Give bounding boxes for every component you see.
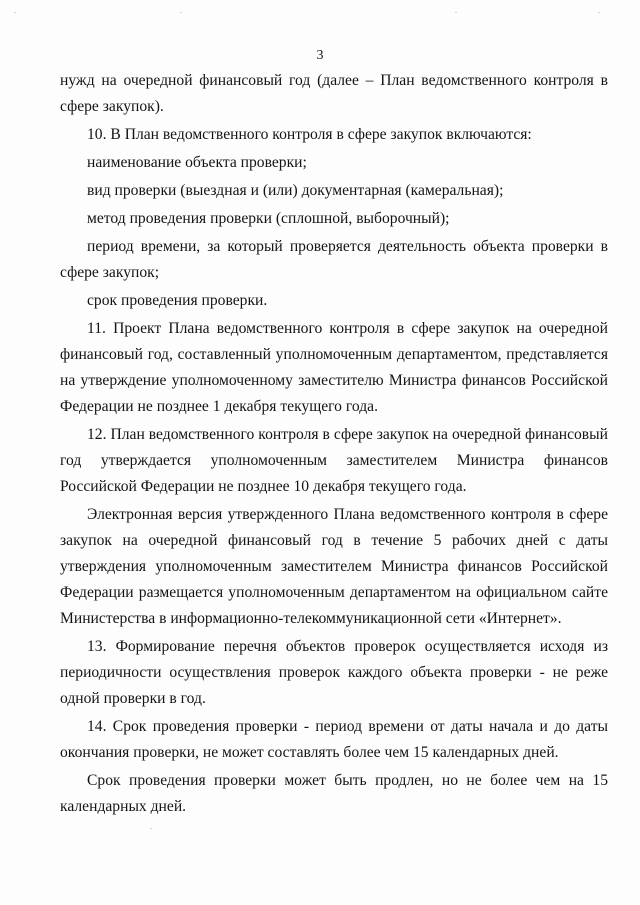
paragraph: 12. План ведомственного контроля в сфере закупок на очередной финансовый год утверждается уполномоченным заместителем Министра финансов Российской Федерации не позднее 10 декабря текущего года. [60, 426, 608, 495]
paragraph: вид проверки (выездная и (или) документарная (камеральная); [87, 182, 504, 199]
paragraph: Срок проведения проверки может быть продлен, но не более чем на 15 календарных дней. [60, 772, 608, 815]
paragraph: 10. В План ведомственного контроля в сфере закупок включаются: [87, 126, 532, 143]
scan-speck [150, 828, 152, 829]
paragraph: 13. Формирование перечня объектов проверок осуществляется исходя из периодичности осуществления проверок каждого объекта проверки - не реже одной проверки в год. [60, 638, 608, 707]
paragraph: метод проведения проверки (сплошной, выборочный); [87, 210, 450, 227]
paragraph: период времени, за который проверяется деятельность объекта проверки в сфере закупок; [60, 238, 608, 281]
paragraph: 11. Проект Плана ведомственного контроля в сфере закупок на очередной финансовый год, составленный уполномоченным департаментом, представляется на утверждение уполномоченному заместителю Министра финансов Российской Федерации не позднее 1 декабря текущего года. [60, 320, 608, 415]
document-body [60, 68, 608, 820]
scan-speck [455, 12, 457, 13]
scan-speck [180, 12, 182, 13]
scan-speck [598, 12, 600, 13]
paragraph: наименование объекта проверки; [87, 154, 307, 171]
paragraph: 14. Срок проведения проверки - период времени от даты начала и до даты окончания проверки, не может составлять более чем 15 календарных дней. [60, 718, 608, 761]
paragraph: срок проведения проверки. [87, 292, 268, 309]
paragraph: Электронная версия утвержденного Плана ведомственного контроля в сфере закупок на очередной финансовый год в течение 5 рабочих дней с даты утверждения уполномоченным заместителем Министра финансов Российской Федерации размещается уполномоченным департаментом на официальном сайте Министерства в информационно-телекоммуникационной сети «Интернет». [60, 506, 608, 627]
page-number: 3 [316, 48, 324, 63]
scan-speck [14, 12, 16, 13]
paragraph: нужд на очередной финансовый год (далее – План ведомственного контроля в сфере закупок). [60, 72, 608, 115]
